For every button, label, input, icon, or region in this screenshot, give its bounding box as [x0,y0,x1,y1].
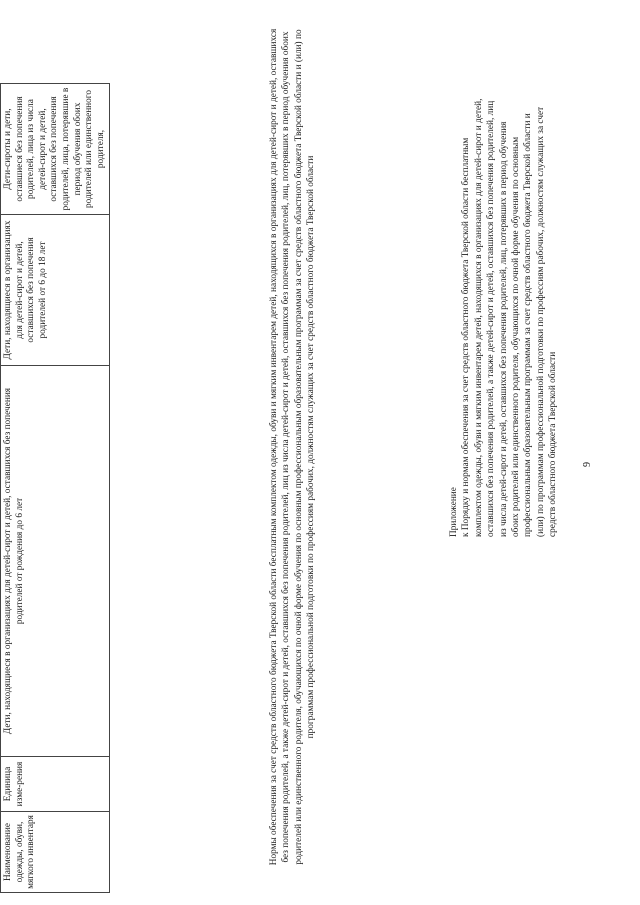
appendix-heading: Приложение [449,487,459,537]
table-header-row [1,84,110,893]
appendix-block [448,97,560,537]
norms-table [0,83,110,893]
header-cell-orphans-students: Дети-сироты и дети, оставшиеся без попечения родителей, лица из числа детей-сирот и детей, оставшихся без попечения родителей, лица, потерявшие в период обучения обоих родителей или единственного родителя, [1,84,110,215]
document-title: Нормы обеспечения за счет средств областного бюджета Тверской области бесплатным комплектом одежды, обуви и мягким инвентарем детей, находящихся в организациях для детей-сирот и детей, оставшихся без попечения родителей, а также детей-сирот и детей, оставшихся без попечения родителей, лиц из числа детей-сирот и детей, оставшихся без попечения родителей, лиц, потерявших в период обучения обоих родителей или единственного родителя, обучающихся по очной форме обучения по основным профессиональным образовательным программам за счет средств областного бюджета Тверской области и (или) по программам профессиональной подготовки по профессиям рабочих, должностям служащих за счет средств областного бюджета Тверской области [269,28,317,866]
page-number: 9 [582,462,593,467]
header-cell-item-name: Наименование одежды, обуви, мягкого инвентаря [1,812,110,893]
header-cell-unit: Единица изме-рения [1,757,110,812]
appendix-body: к Порядку и нормам обеспечения за счет средств областного бюджета Тверской области бесплатным комплектом одежды, обуви и мягким инвентарем детей, находящихся в организациях для детей-сирот и детей, оставшихся без попечения родителей, а также детей-сирот и детей, оставшихся без попечения родителей, лиц из числа детей-сирот и детей, оставшихся без попечения родителей, лиц, потерявших в период обучения обоих родителей или единственного родителя, обучающихся по очной форме обучения по основным профессиональным образовательным программам за счет средств областного бюджета Тверской области и (или) по программам профессиональной подготовки по профессиям рабочих, должностям служащих за счет средств областного бюджета Тверской области [461,98,559,537]
header-cell-children-6-18: Дети, находящиеся в организациях для детей-сирот и детей, оставшихся без попечения родителей от 6 до 18 лет [1,215,110,366]
header-cell-children-0-6: Дети, находящиеся в организациях для детей-сирот и детей, оставшихся без попечения родителей от рождения до 6 лет [1,366,110,757]
